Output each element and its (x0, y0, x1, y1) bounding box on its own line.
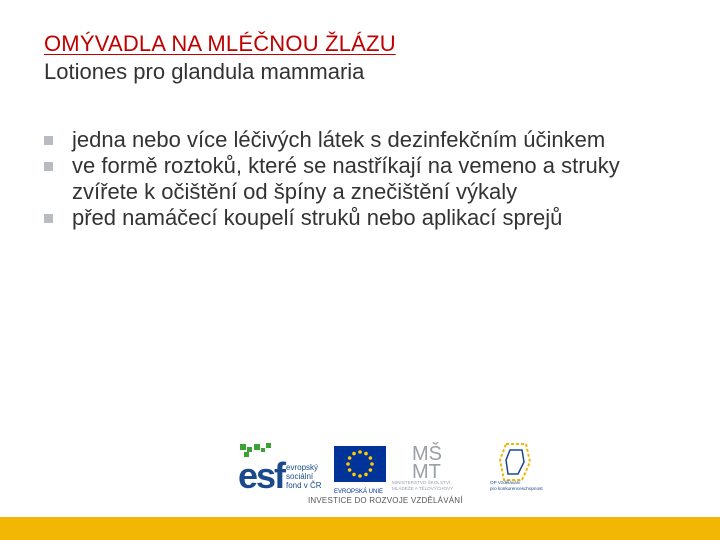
slide-subtitle: Lotiones pro glandula mammaria (44, 59, 365, 84)
bullet-text: ve formě roztoků, které se nastříkají na vemeno a struky zvířete k očištění od špíny a znečištění výkaly (72, 153, 620, 204)
svg-text:MŠ: MŠ (412, 443, 442, 465)
eu-logo (334, 446, 386, 495)
bullet-item (44, 153, 684, 205)
tagline: INVESTICE DO ROZVOJE VZDĚLÁVÁNÍ (308, 496, 463, 505)
msmt-line-2: MLÁDEŽE A TĚLOVÝCHOVY (392, 486, 454, 491)
partner-logos (236, 440, 556, 510)
op-line-1: OP Vzdělávání (490, 480, 521, 485)
bullet-text: před namáčecí koupelí struků nebo aplikací sprejů (72, 205, 563, 230)
msmt-logo (392, 440, 492, 492)
slide-title: OMÝVADLA NA MLÉČNOU ŽLÁZU (44, 31, 396, 56)
bullet-item (44, 205, 684, 231)
bullet-item (44, 127, 684, 153)
square-bullet-icon (44, 162, 53, 171)
esf-line-1: evropský (286, 463, 319, 472)
square-bullet-icon (44, 136, 53, 145)
eu-flag-icon (334, 446, 386, 482)
square-bullet-icon (44, 214, 53, 223)
msmt-line-1: MINISTERSTVO ŠKOLSTVÍ, (392, 480, 452, 485)
op-vk-logo (486, 440, 556, 492)
esf-line-3: fond v ČR (286, 481, 322, 490)
esf-logo (236, 442, 322, 494)
bottom-bar (0, 517, 720, 540)
op-line-2: pro konkurenceschopnost (490, 486, 543, 491)
title-block (44, 30, 684, 86)
bullet-list (44, 127, 684, 231)
bullet-text: jedna nebo více léčivých látek s dezinfekčním účinkem (72, 127, 606, 152)
esf-line-2: sociální (286, 472, 314, 481)
svg-text:esf: esf (238, 455, 285, 494)
eu-label: EVROPSKÁ UNIE (334, 489, 384, 495)
svg-text:MT: MT (412, 461, 441, 483)
